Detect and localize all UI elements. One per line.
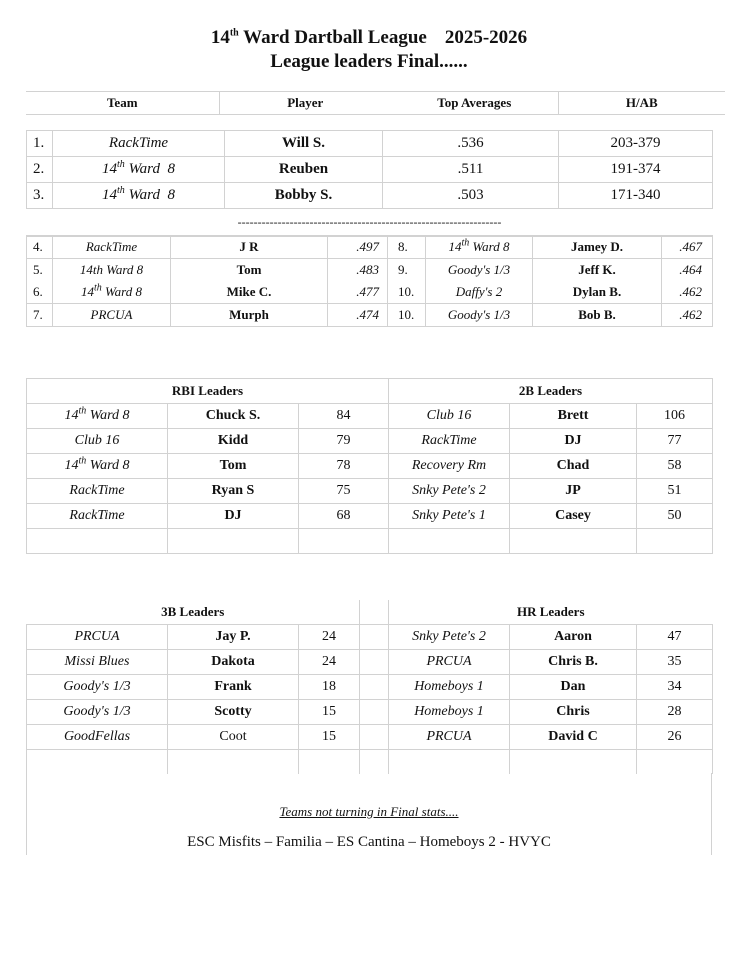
col-team: Team bbox=[26, 92, 219, 115]
player: Aaron bbox=[510, 625, 637, 650]
team: Snky Pete's 2 bbox=[389, 479, 510, 504]
3b-value: 24 bbox=[299, 650, 360, 675]
player: Bob B. bbox=[533, 304, 662, 327]
col-top-averages: Top Averages bbox=[391, 92, 558, 115]
rank: 5. bbox=[27, 259, 53, 282]
rank: 8. bbox=[388, 236, 426, 259]
player: Brett bbox=[510, 404, 637, 429]
rbi-value: 75 bbox=[299, 479, 389, 504]
table-row bbox=[27, 504, 713, 529]
team: PRCUA bbox=[53, 304, 171, 327]
table-row bbox=[27, 304, 713, 327]
table-row bbox=[27, 650, 713, 675]
team: 14th Ward 8 bbox=[27, 404, 168, 429]
hits-at-bats: 191-374 bbox=[559, 157, 713, 183]
average: .503 bbox=[383, 183, 559, 209]
rank: 10. bbox=[388, 281, 426, 304]
empty-row bbox=[27, 529, 713, 554]
team: Homeboys 1 bbox=[389, 675, 510, 700]
average: .474 bbox=[328, 304, 388, 327]
team: 14th Ward 8 bbox=[53, 157, 225, 183]
3b-hr-table bbox=[26, 600, 713, 774]
player: Dakota bbox=[168, 650, 299, 675]
player: Chris B. bbox=[510, 650, 637, 675]
rank: 4. bbox=[27, 236, 53, 259]
league-subtitle: League leaders Final...... bbox=[270, 51, 468, 72]
table-row bbox=[27, 236, 713, 259]
rank: 3. bbox=[27, 183, 53, 209]
2b-leaders-heading: 2B Leaders bbox=[389, 379, 713, 404]
team: RackTime bbox=[27, 479, 168, 504]
team: PRCUA bbox=[389, 725, 510, 750]
column-headers bbox=[26, 91, 725, 115]
rbi-value: 84 bbox=[299, 404, 389, 429]
player: DJ bbox=[510, 429, 637, 454]
player: David C bbox=[510, 725, 637, 750]
rbi-value: 78 bbox=[299, 454, 389, 479]
average: .477 bbox=[328, 281, 388, 304]
average: .536 bbox=[383, 131, 559, 157]
rank: 9. bbox=[388, 259, 426, 282]
player: Reuben bbox=[225, 157, 383, 183]
team: 14th Ward 8 bbox=[53, 281, 171, 304]
rank: 6. bbox=[27, 281, 53, 304]
player: Scotty bbox=[168, 700, 299, 725]
player: Kidd bbox=[168, 429, 299, 454]
rbi-value: 79 bbox=[299, 429, 389, 454]
team: RackTime bbox=[389, 429, 510, 454]
2b-value: 51 bbox=[637, 479, 713, 504]
team: GoodFellas bbox=[27, 725, 168, 750]
player: Chris bbox=[510, 700, 637, 725]
hits-at-bats: 203-379 bbox=[559, 131, 713, 157]
average: .467 bbox=[662, 236, 713, 259]
team: 14th Ward 8 bbox=[53, 259, 171, 282]
player: Dan bbox=[510, 675, 637, 700]
table-row bbox=[27, 675, 713, 700]
3b-value: 18 bbox=[299, 675, 360, 700]
divider-line: ------------------------------------------------------------------ bbox=[27, 209, 713, 237]
top-three-table bbox=[26, 130, 713, 237]
2b-value: 106 bbox=[637, 404, 713, 429]
team: Daffy's 2 bbox=[426, 281, 533, 304]
team: Club 16 bbox=[27, 429, 168, 454]
player: Casey bbox=[510, 504, 637, 529]
player: Bobby S. bbox=[225, 183, 383, 209]
league-title: 14th Ward Dartball League 2025-2026 bbox=[210, 27, 528, 48]
table-row bbox=[27, 259, 713, 282]
missing-teams-list: ESC Misfits – Familia – ES Cantina – Homeboys 2 - HVYC bbox=[187, 834, 551, 850]
player: Coot bbox=[168, 725, 299, 750]
ranks-table bbox=[26, 235, 713, 327]
hr-leaders-heading: HR Leaders bbox=[389, 600, 713, 625]
team: 14th Ward 8 bbox=[53, 183, 225, 209]
player: Ryan S bbox=[168, 479, 299, 504]
team: Missi Blues bbox=[27, 650, 168, 675]
empty-row bbox=[27, 750, 713, 775]
3b-leaders-heading: 3B Leaders bbox=[27, 600, 360, 625]
team: Goody's 1/3 bbox=[27, 700, 168, 725]
team: Snky Pete's 1 bbox=[389, 504, 510, 529]
hr-value: 34 bbox=[637, 675, 713, 700]
average: .483 bbox=[328, 259, 388, 282]
player: Frank bbox=[168, 675, 299, 700]
rbi-value: 68 bbox=[299, 504, 389, 529]
table-row bbox=[27, 157, 713, 183]
player: J R bbox=[171, 236, 328, 259]
table-row bbox=[27, 625, 713, 650]
3b-value: 15 bbox=[299, 725, 360, 750]
player: JP bbox=[510, 479, 637, 504]
table-row bbox=[27, 725, 713, 750]
average: .462 bbox=[662, 304, 713, 327]
team: RackTime bbox=[27, 504, 168, 529]
2b-value: 77 bbox=[637, 429, 713, 454]
team: 14th Ward 8 bbox=[27, 454, 168, 479]
table-row bbox=[27, 454, 713, 479]
3b-value: 24 bbox=[299, 625, 360, 650]
table-row bbox=[27, 404, 713, 429]
2b-value: 50 bbox=[637, 504, 713, 529]
average: .462 bbox=[662, 281, 713, 304]
table-row bbox=[27, 183, 713, 209]
missing-teams-note: Teams not turning in Final stats.... bbox=[279, 804, 459, 819]
player: Will S. bbox=[225, 131, 383, 157]
player: Murph bbox=[171, 304, 328, 327]
rank: 1. bbox=[27, 131, 53, 157]
2b-value: 58 bbox=[637, 454, 713, 479]
player: Jamey D. bbox=[533, 236, 662, 259]
team: 14th Ward 8 bbox=[426, 236, 533, 259]
document-header bbox=[0, 26, 738, 74]
team: Homeboys 1 bbox=[389, 700, 510, 725]
hr-value: 47 bbox=[637, 625, 713, 650]
team: Recovery Rm bbox=[389, 454, 510, 479]
rank: 2. bbox=[27, 157, 53, 183]
team: Goody's 1/3 bbox=[426, 304, 533, 327]
rank: 7. bbox=[27, 304, 53, 327]
average: .464 bbox=[662, 259, 713, 282]
player: Chuck S. bbox=[168, 404, 299, 429]
hr-value: 35 bbox=[637, 650, 713, 675]
player: Chad bbox=[510, 454, 637, 479]
player: Tom bbox=[168, 454, 299, 479]
player: Jeff K. bbox=[533, 259, 662, 282]
team: Goody's 1/3 bbox=[27, 675, 168, 700]
player: Tom bbox=[171, 259, 328, 282]
team: RackTime bbox=[53, 236, 171, 259]
col-player: Player bbox=[219, 92, 391, 115]
col-hab: H/AB bbox=[558, 92, 725, 115]
player: Mike C. bbox=[171, 281, 328, 304]
average: .497 bbox=[328, 236, 388, 259]
average: .511 bbox=[383, 157, 559, 183]
rbi-leaders-heading: RBI Leaders bbox=[27, 379, 389, 404]
team: PRCUA bbox=[27, 625, 168, 650]
team: RackTime bbox=[53, 131, 225, 157]
player: DJ bbox=[168, 504, 299, 529]
rank: 10. bbox=[388, 304, 426, 327]
player: Dylan B. bbox=[533, 281, 662, 304]
hr-value: 28 bbox=[637, 700, 713, 725]
table-row bbox=[27, 281, 713, 304]
team: PRCUA bbox=[389, 650, 510, 675]
rbi-2b-table bbox=[26, 378, 713, 554]
table-row bbox=[27, 700, 713, 725]
hits-at-bats: 171-340 bbox=[559, 183, 713, 209]
team: Club 16 bbox=[389, 404, 510, 429]
team: Snky Pete's 2 bbox=[389, 625, 510, 650]
player: Jay P. bbox=[168, 625, 299, 650]
table-row bbox=[27, 131, 713, 157]
3b-value: 15 bbox=[299, 700, 360, 725]
table-row bbox=[27, 479, 713, 504]
team: Goody's 1/3 bbox=[426, 259, 533, 282]
hr-value: 26 bbox=[637, 725, 713, 750]
table-row bbox=[27, 429, 713, 454]
